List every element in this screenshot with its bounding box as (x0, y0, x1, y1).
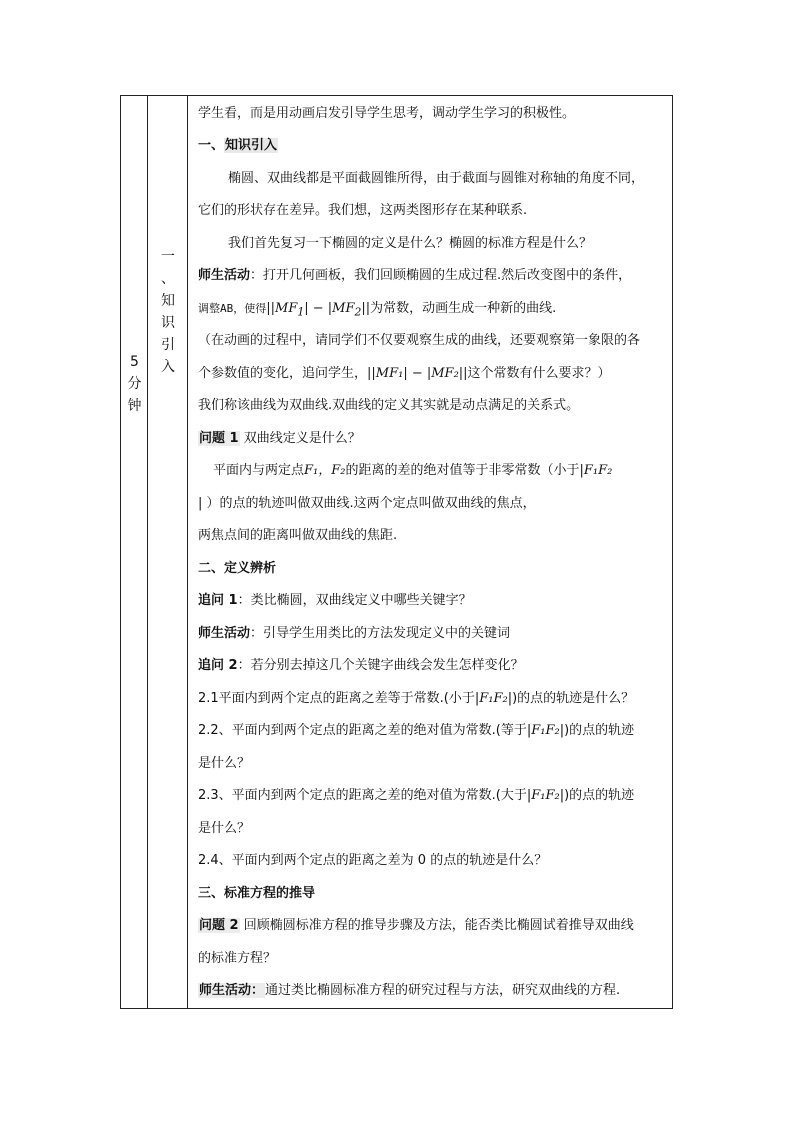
text-line: 2.4、平面内到两个定点的距离之差为 0 的点的轨迹是什么？ (198, 853, 548, 868)
text-line: 的标准方程？ (198, 951, 277, 966)
text-line: 我们称该曲线为双曲线.双曲线的定义其实就是动点满足的关系式。 (198, 398, 580, 413)
text-line: 个参数值的变化，追问学生，||MF₁| − |MF₂||这个常数有什么要求？） (198, 366, 611, 381)
section-label (148, 246, 188, 378)
text-line: 调整AB，使得$||MF_1| - |MF_2||$为常数，动画生成一种新的曲线. (198, 301, 557, 319)
text-line: 是什么？ (198, 756, 251, 771)
section-char: 识 (161, 315, 175, 331)
formula: ||MF₁| − |MF₂|| (367, 366, 468, 381)
time-column (121, 96, 148, 1008)
text-line: 2.1平面内到两个定点的距离之差等于常数.(小于|F₁F₂|)的点的轨迹是什么？ (198, 691, 635, 706)
question-1: 问题 1 双曲线定义是什么？ (199, 431, 361, 446)
text-line: （在动画的过程中，请同学们不仅要观察生成的曲线，还要观察第一象限的各 (198, 333, 641, 348)
text-line: 师生活动：打开几何画板，我们回顾椭圆的生成过程.然后改变图中的条件， (198, 268, 632, 283)
time-label (121, 351, 148, 417)
text-line: | ）的点的轨迹叫做双曲线.这两个定点叫做双曲线的焦点， (198, 496, 536, 511)
section-column (148, 96, 188, 1008)
text-line: 师生活动：通过类比椭圆标准方程的研究过程与方法，研究双曲线的方程. (199, 983, 621, 998)
question-2: 问题 2 回顾椭圆标准方程的推导步骤及方法，能否类比椭圆试着推导双曲线 (199, 918, 634, 933)
time-char: 分 (127, 376, 142, 392)
content-column (188, 96, 672, 1008)
text-line: 学生看，而是用动画启发引导学生思考，调动学生学习的积极性。 (198, 106, 576, 121)
follow-up-2: 追问 2：若分别去掉这几个关键字曲线会发生怎样变化？ (198, 658, 524, 673)
lesson-table (120, 95, 673, 1009)
text-line: 师生活动：引导学生用类比的方法发现定义中的关键词 (198, 626, 511, 641)
follow-up-1: 追问 1：类比椭圆，双曲线定义中哪些关键字？ (198, 593, 472, 608)
text-line: 椭圆、双曲线都是平面截圆锥所得，由于截面与圆锥对称轴的角度不同， (228, 171, 645, 186)
text-line: 两焦点间的距离叫做双曲线的焦距. (198, 528, 398, 543)
time-char: 5 (130, 354, 139, 370)
text-line: 2.2、平面内到两个定点的距离之差的绝对值为常数.(等于|F₁F₂|)的点的轨迹 (198, 723, 635, 738)
text-line: 2.3、平面内到两个定点的距离之差的绝对值为常数.(大于|F₁F₂|)的点的轨迹 (198, 788, 635, 803)
section-char: 入 (161, 359, 175, 375)
formula: $||MF_1| - |MF_2||$ (266, 301, 371, 319)
text-line: 我们首先复习一下椭圆的定义是什么？椭圆的标准方程是什么？ (228, 236, 593, 251)
text-line: 它们的形状存在差异。我们想，这两类图形存在某种联系. (198, 203, 528, 218)
section-char: 知 (161, 293, 175, 309)
text-line: 是什么？ (198, 821, 251, 836)
heading-standard-equation: 三、标准方程的推导 (198, 886, 316, 901)
section-char: 、 (161, 271, 175, 287)
heading-definition-analysis: 二、定义辨析 (198, 561, 277, 576)
section-char: 一 (161, 249, 175, 265)
heading-knowledge-intro: 一、知识引入 (198, 138, 278, 153)
text-line: 平面内与两定点F₁，F₂的距离的差的绝对值等于非零常数（小于|F₁F₂ (213, 463, 613, 478)
section-char: 引 (161, 337, 175, 353)
time-char: 钟 (127, 398, 142, 414)
